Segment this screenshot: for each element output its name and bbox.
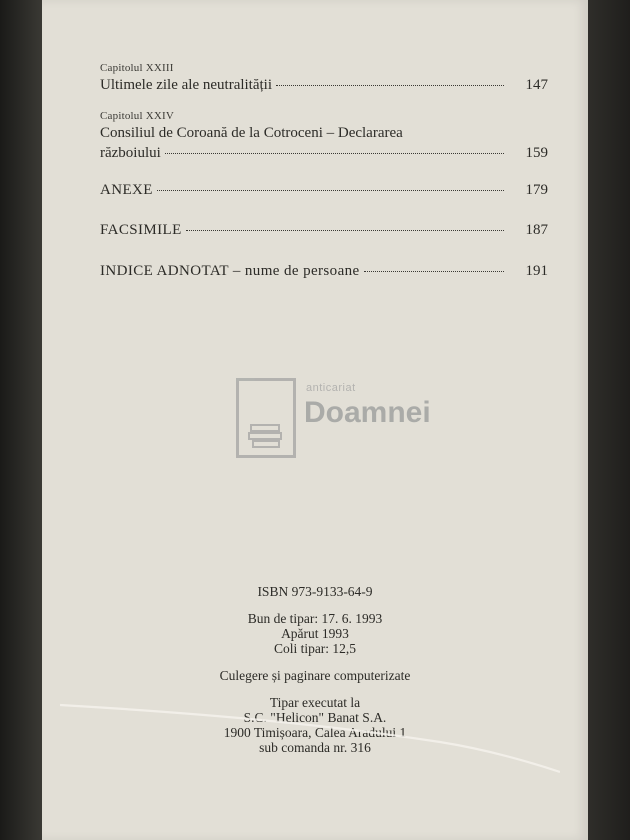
typesetting-note: Culegere și paginare computerizate <box>219 668 411 683</box>
isbn: ISBN 973-9133-64-9 <box>257 584 373 599</box>
print-sheets: Coli tipar: 12,5 <box>273 641 357 656</box>
printer-name: S.C. "Helicon" Banat S.A. <box>243 710 387 725</box>
dot-leader <box>276 85 504 86</box>
page-number: 191 <box>525 263 548 279</box>
publication-year: Apărut 1993 <box>281 626 349 641</box>
dot-leader <box>157 190 504 191</box>
printer-address: 1900 Timișoara, Calea Aradului 1 <box>223 725 407 740</box>
print-approval-date: Bun de tipar: 17. 6. 1993 <box>247 611 383 626</box>
page-number: 187 <box>525 222 548 238</box>
entry-title: INDICE ADNOTAT – nume de persoane <box>100 263 360 279</box>
entry-title-continued: războiului <box>100 145 161 161</box>
toc-entry <box>100 220 548 240</box>
book-stack-icon <box>239 381 293 455</box>
dot-leader <box>364 271 504 272</box>
watermark-frame <box>236 378 296 458</box>
page-number: 159 <box>525 145 548 161</box>
book-spine-shadow <box>0 0 42 840</box>
toc-entry <box>100 110 548 163</box>
page-number: 147 <box>525 77 548 93</box>
watermark-title: Doamnei <box>304 396 431 429</box>
entry-title: Consiliul de Coroană de la Cotroceni – Declararea <box>100 125 403 141</box>
colophon <box>42 584 588 755</box>
watermark-logo <box>236 378 431 460</box>
watermark-subtitle: anticariat <box>306 382 356 394</box>
dot-leader <box>165 153 504 154</box>
entry-title: FACSIMILE <box>100 222 182 238</box>
toc-entry <box>100 180 548 200</box>
order-number: sub comanda nr. 316 <box>259 740 371 755</box>
page-edge-shadow <box>588 0 630 840</box>
entry-title: ANEXE <box>100 182 153 198</box>
page-number: 179 <box>525 182 548 198</box>
toc-entry <box>100 261 548 281</box>
printed-by-label: Tipar executat la <box>269 695 361 710</box>
dot-leader <box>186 230 504 231</box>
chapter-label: Capitolul XXIII <box>100 62 174 74</box>
entry-title: Ultimele zile ale neutralității <box>100 77 273 93</box>
toc-entry <box>100 62 548 95</box>
chapter-label: Capitolul XXIV <box>100 110 174 122</box>
